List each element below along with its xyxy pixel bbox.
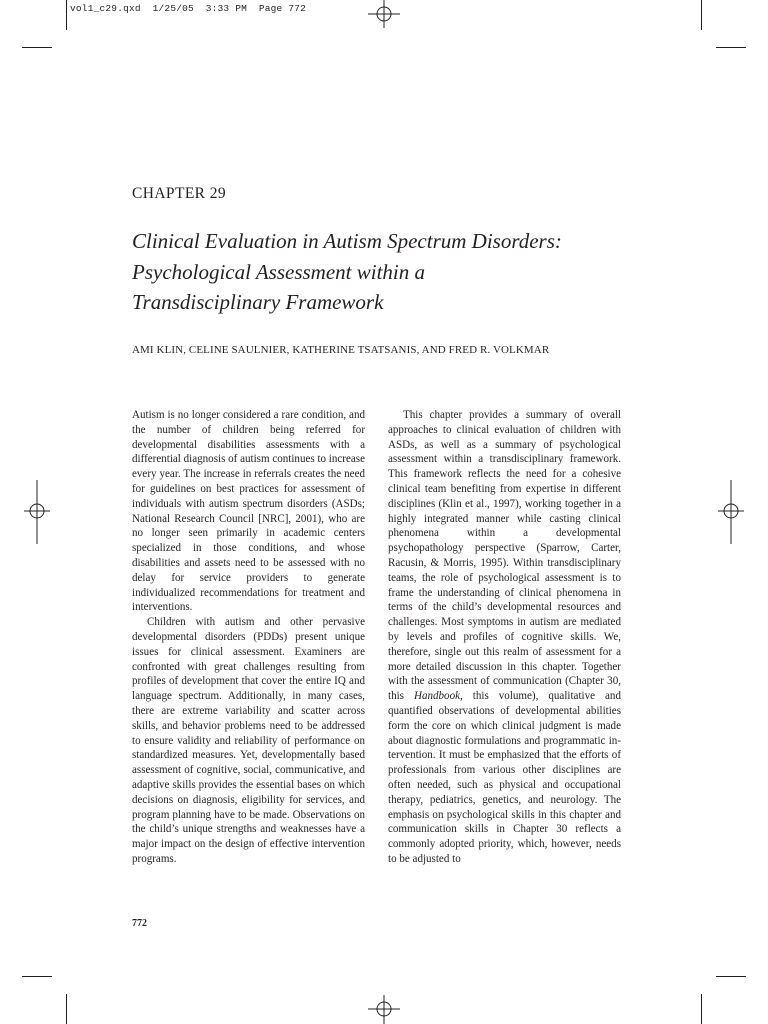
- body-column-right: [388, 408, 621, 867]
- registration-target-bottom-icon: [368, 995, 400, 1024]
- chapter-label: CHAPTER 29: [132, 185, 226, 202]
- page-number: 772: [132, 918, 147, 929]
- registration-target-right-icon: [718, 480, 744, 544]
- chapter-title-line: Psychological Assessment within a: [132, 259, 426, 284]
- body-column-left: [132, 408, 365, 867]
- body-paragraph: Autism is no longer considered a rare condition, and the number of children being referred for developmental disabilities assessments with a differential diagnosis of autism continues to increase every year. The increase in referrals creates the need for guidelines on best practices for assessment of individuals with autism spectrum disorders (ASDs; National Research Council [NRC], 2001), who are no longer seen primarily in academic centers specialized in those conditions, and whose disabilities and assets need to be assessed with no delay for service providers to generate individualized recommendations for treatment and interventions.: [132, 409, 365, 614]
- print-slug: vol1_c29.qxd 1/25/05 3:33 PM Page 772: [70, 3, 307, 14]
- body-text: this volume), qualitative and quantified observations of developmental abilities form the core on which clinical judgment is made about diagnostic formulations and programmatic intervention. It must be emphasized that the efforts of professionals from various other disciplines are often needed, such as physical and occupational therapy, pediatrics, genetics, and neurology. The emphasis on psychological skills in this chapter and communication skills in Chapter 30 reflects a commonly adopted priority, which, however, needs to be adjusted to: [388, 690, 621, 865]
- body-text: This chapter provides a summary of overall approaches to clinical evaluation of children with ASDs, as well as a summary of psychological assessment within a transdisciplinary framework. This framework reflects the need for a cohesive clinical team benefiting from expertise in different disciplines (Klin et al., 1997), working together in a highly integrated manner while casting clinical phenomena within a developmental psychopathology perspective (Sparrow, Carter, Racusin, & Morris, 1995). Within transdisciplinary teams, the role of psychological assessment is to frame the understanding of clinical phenomena in terms of the child’s developmental resources and challenges. Most symptoms in autism are mediated by levels and profiles of cognitive skills. We, therefore, single out this realm of assessment for a more detailed discussion in this chapter. Together with the assessment of communication (Chapter 30, this: [388, 409, 621, 703]
- chapter-title: [132, 226, 632, 318]
- registration-target-top-icon: [368, 0, 400, 28]
- body-paragraph: Children with autism and other pervasive developmental disorders (PDDs) present unique issues for clinical assessment. Examiners are confronted with great challenges resulting from profiles of development that cover the entire IQ and language spectrum. Additionally, in many cases, there are extreme variability and scatter across skills, and behavior problems need to be addressed to ensure validity and reliability of performance on standardized measures. Yet, developmentally based assessment of cognitive, social, communicative, and adaptive skills provides the essential bases on which decisions on diagnosis, eligibility for services, and program planning have to be made. Observations on the child’s unique strengths and weaknesses have a major impact on the design of effective intervention programs.: [132, 616, 365, 865]
- registration-target-left-icon: [24, 480, 50, 544]
- author-list: AMI KLIN, CELINE SAULNIER, KATHERINE TSATSANIS, AND FRED R. VOLKMAR: [132, 344, 550, 356]
- chapter-title-line: Clinical Evaluation in Autism Spectrum Disorders:: [132, 229, 562, 253]
- handbook-italic: Handbook,: [413, 690, 463, 703]
- chapter-title-line: Transdisciplinary Framework: [132, 290, 384, 314]
- body-paragraph: [388, 408, 621, 867]
